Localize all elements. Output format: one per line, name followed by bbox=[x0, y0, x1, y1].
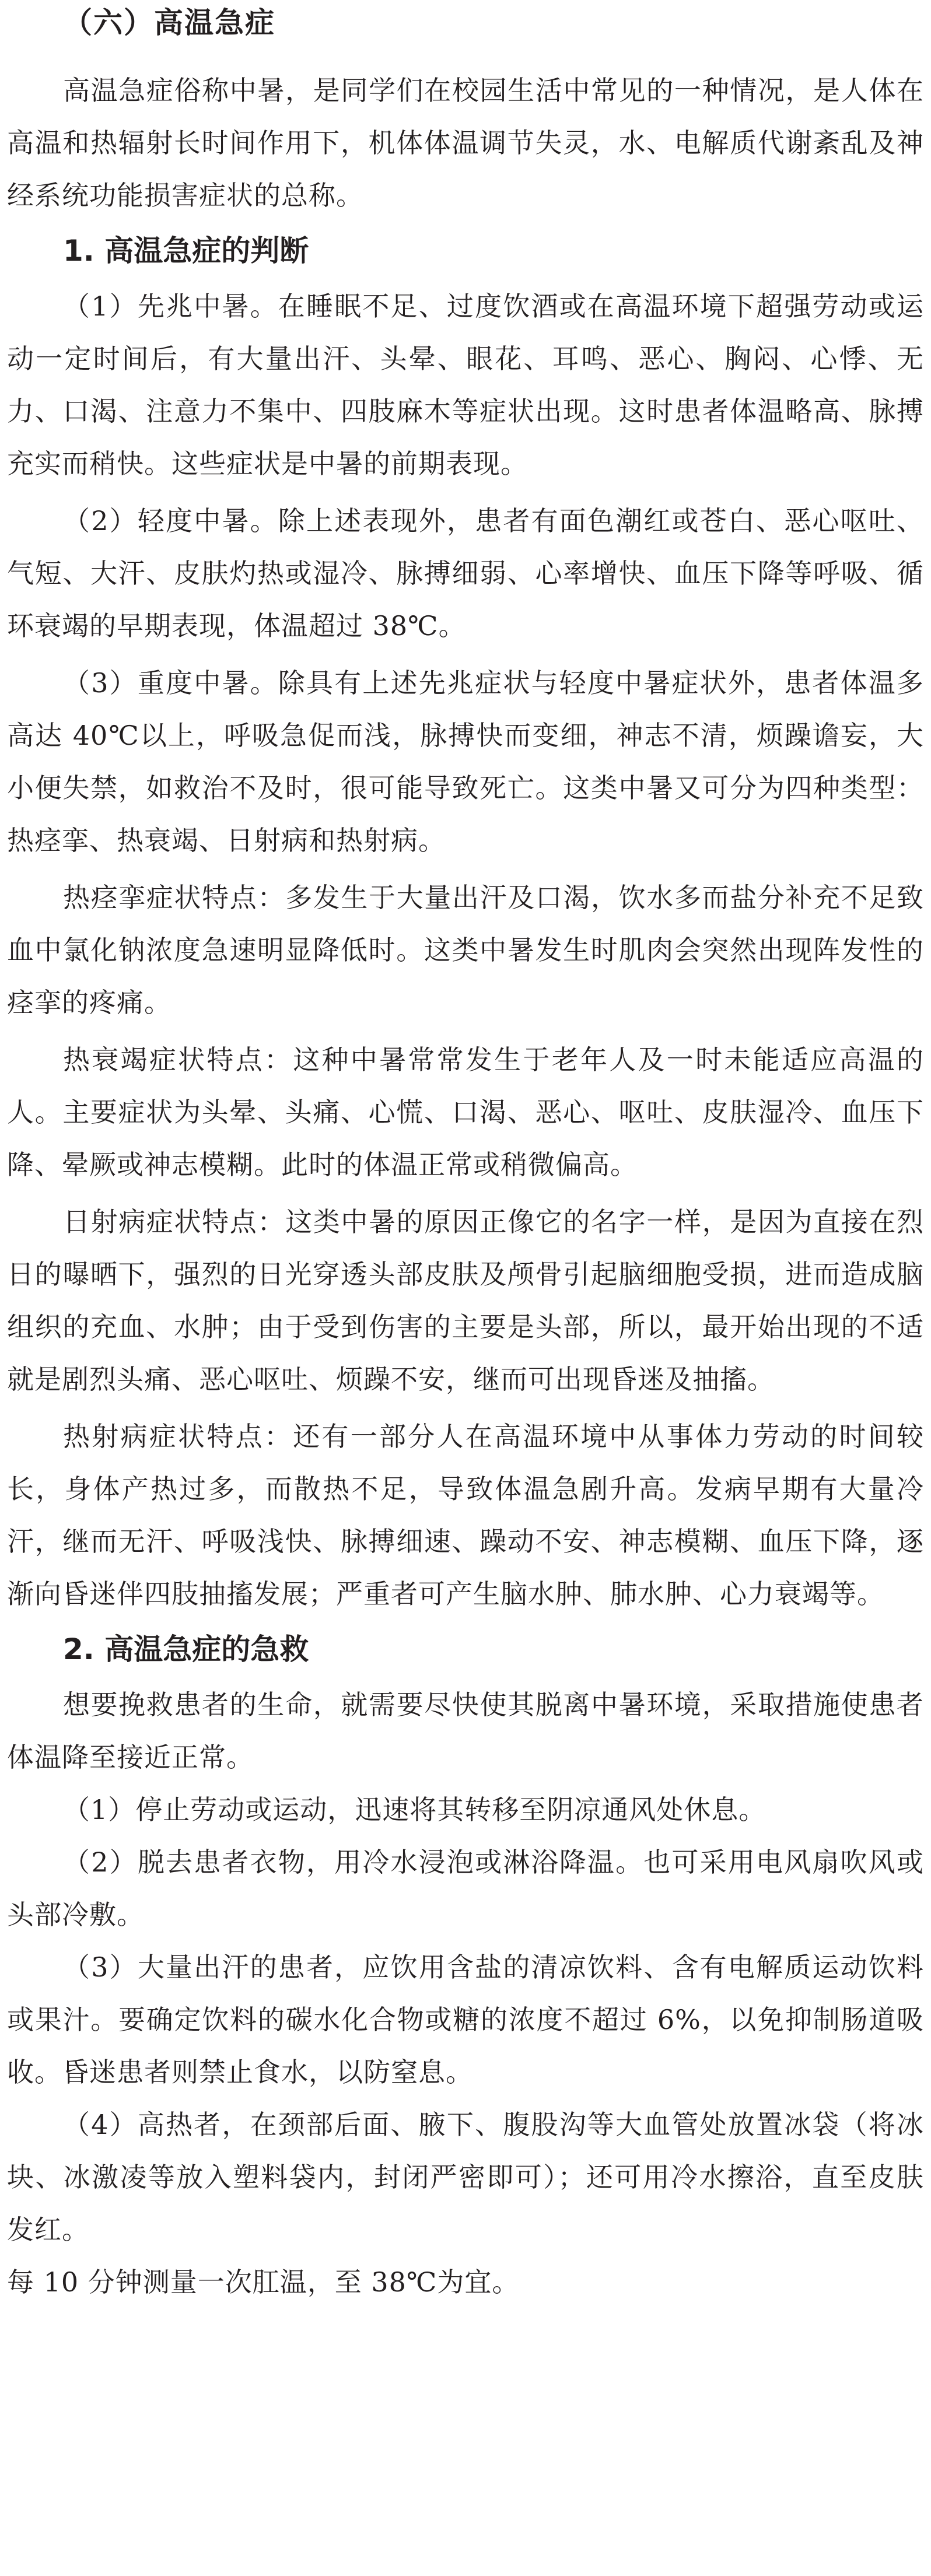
paragraph-heat-cramp: 热痉挛症状特点：多发生于大量出汗及口渴，饮水多而盐分补充不足致血中氯化钠浓度急速明显降低时。这类中暑发生时肌肉会突然出现阵发性的痉挛的疼痛。 bbox=[7, 882, 924, 1018]
paragraph-sunstroke: 日射病症状特点：这类中暑的原因正像它的名字一样，是因为直接在烈日的曝晒下，强烈的日光穿透头部皮肤及颅骨引起脑细胞受损，进而造成脑组织的充血、水肿；由于受到伤害的主要是头部，所以，最开始出现的不适就是剧烈头痛、恶心呕吐、烦躁不安，继而可出现昏迷及抽搐。 bbox=[7, 1206, 924, 1395]
paragraph-first-aid-step-1: （1）停止劳动或运动，迅速将其转移至阴凉通风处休息。 bbox=[63, 1794, 766, 1825]
paragraph-heat-exhaustion: 热衰竭症状特点：这种中暑常常发生于老年人及一时未能适应高温的人。主要症状为头晕、头痛、心慌、口渴、恶心、呕吐、皮肤湿冷、血压下降、晕厥或神志模糊。此时的体温正常或稍微偏高。 bbox=[7, 1044, 924, 1180]
paragraph-first-aid-step-2: （2）脱去患者衣物，用冷水浸泡或淋浴降温。也可采用电风扇吹风或头部冷敷。 bbox=[7, 1846, 924, 1930]
subsection-title-first-aid: 2. 高温急症的急救 bbox=[63, 1632, 309, 1666]
paragraph-severe-heatstroke: （3）重度中暑。除具有上述先兆症状与轻度中暑症状外，患者体温多高达 40℃以上，呼吸急促而浅，脉搏快而变细，神志不清，烦躁谵妄，大小便失禁，如救治不及时，很可能导致死亡。这类中暑又可分为四种类型：热痉挛、热衰竭、日射病和热射病。 bbox=[7, 667, 924, 856]
paragraph-precursor-heatstroke: （1）先兆中暑。在睡眠不足、过度饮酒或在高温环境下超强劳动或运动一定时间后，有大量出汗、头晕、眼花、耳鸣、恶心、胸闷、心悸、无力、口渴、注意力不集中、四肢麻木等症状出现。这时患者体温略高、脉搏充实而稍快。这些症状是中暑的前期表现。 bbox=[7, 290, 924, 479]
paragraph-first-aid-step-4: （4）高热者，在颈部后面、腋下、腹股沟等大血管处放置冰袋（将冰块、冰激凌等放入塑料袋内，封闭严密即可）；还可用冷水擦浴，直至皮肤发红。 bbox=[7, 2109, 924, 2245]
paragraph-first-aid-step-3: （3）大量出汗的患者，应饮用含盐的清凉饮料、含有电解质运动饮料或果汁。要确定饮料的碳水化合物或糖的浓度不超过 6%，以免抑制肠道吸收。昏迷患者则禁止食水，以防窒息。 bbox=[7, 1951, 924, 2088]
paragraph-first-aid-intro: 想要挽救患者的生命，就需要尽快使其脱离中暑环境，采取措施使患者体温降至接近正常。 bbox=[7, 1689, 924, 1773]
subsection-title-judgment: 1. 高温急症的判断 bbox=[63, 234, 309, 268]
paragraph-mild-heatstroke: （2）轻度中暑。除上述表现外，患者有面色潮红或苍白、恶心呕吐、气短、大汗、皮肤灼热或湿冷、脉搏细弱、心率增快、血压下降等呼吸、循环衰竭的早期表现，体温超过 38℃。 bbox=[7, 505, 924, 642]
paragraph-heat-stroke: 热射病症状特点：还有一部分人在高温环境中从事体力劳动的时间较长，身体产热过多，而散热不足，导致体温急剧升高。发病早期有大量冷汗，继而无汗、呼吸浅快、脉搏细速、躁动不安、神志模糊、血压下降，逐渐向昏迷伴四肢抽搐发展；严重者可产生脑水肿、肺水肿、心力衰竭等。 bbox=[7, 1421, 924, 1610]
paragraph-temperature-check: 每 10 分钟测量一次肛温，至 38℃为宜。 bbox=[7, 2266, 520, 2298]
section-title: （六）高温急症 bbox=[63, 6, 275, 40]
intro-paragraph: 高温急症俗称中暑，是同学们在校园生活中常见的一种情况，是人体在高温和热辐射长时间作用下，机体体温调节失灵，水、电解质代谢紊乱及神经系统功能损害症状的总称。 bbox=[7, 75, 924, 211]
